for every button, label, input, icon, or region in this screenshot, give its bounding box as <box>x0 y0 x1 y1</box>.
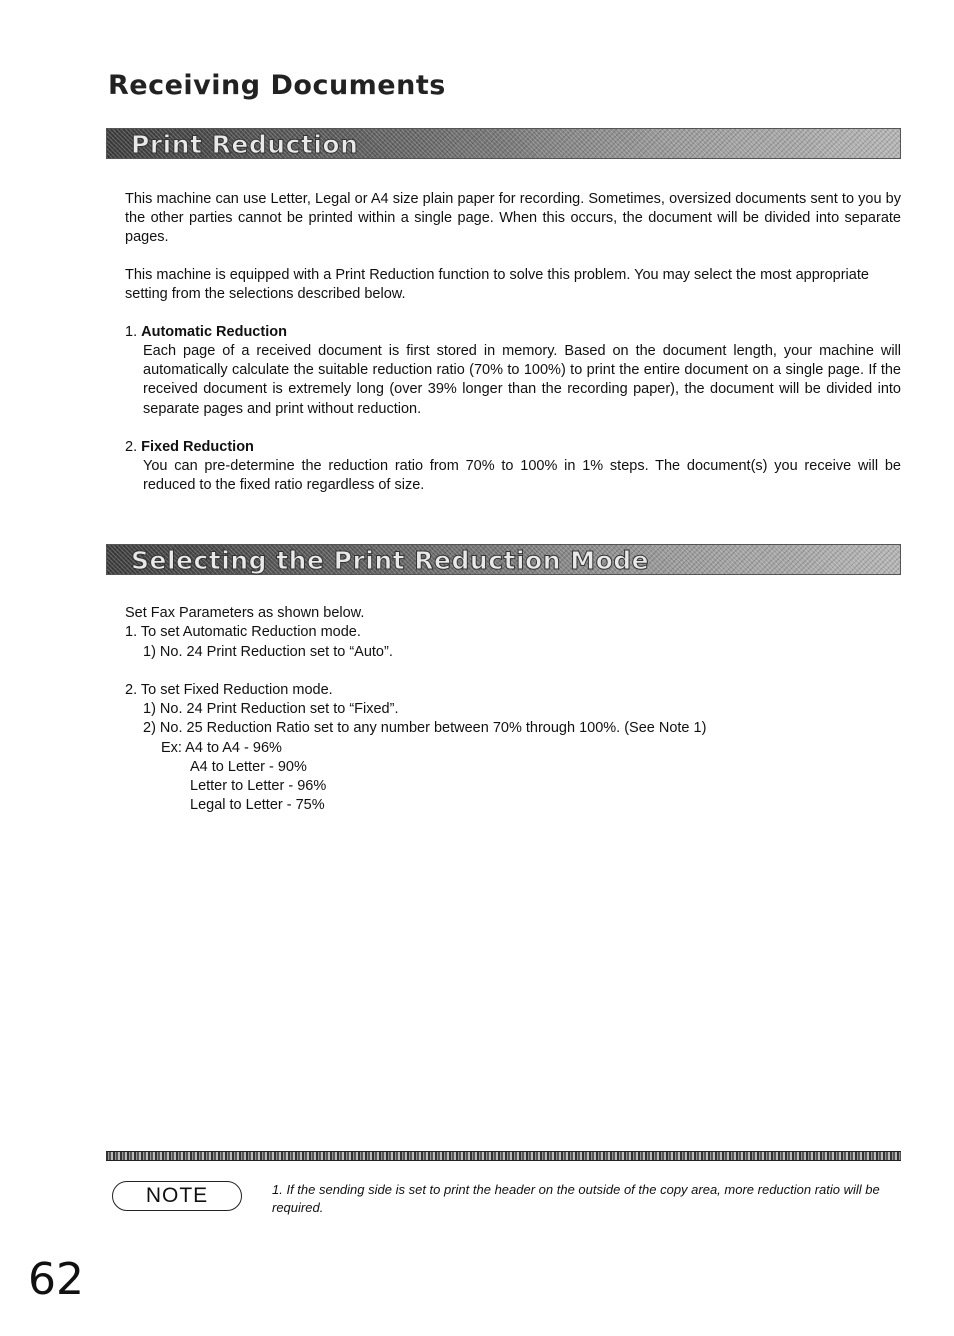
item-fixed-reduction-heading <box>125 438 254 457</box>
example-line: Legal to Letter - 75% <box>190 797 325 813</box>
note-divider <box>106 1151 901 1161</box>
example-line: Ex: A4 to A4 - 96% <box>161 740 282 756</box>
item-title: Fixed Reduction <box>141 439 254 455</box>
intro-paragraph-1: This machine can use Letter, Legal or A4 size plain paper for recording. Sometimes, oversized documents sent to you by the other parties cannot be printed within a single page. When this occurs, the document will be divided into separate pages. <box>125 191 901 246</box>
instruction-step-1: 1. To set Automatic Reduction mode. <box>125 624 361 640</box>
intro-paragraph-2: This machine is equipped with a Print Reduction function to solve this problem. You may select the most appropriate setting from the selections described below. <box>125 267 869 303</box>
item-number: 2. <box>125 439 138 455</box>
banner-title: Selecting the Print Reduction Mode <box>131 546 650 575</box>
instruction-substep: 1) No. 24 Print Reduction set to “Fixed”. <box>143 701 399 717</box>
page-heading: Receiving Documents <box>108 70 446 101</box>
selecting-mode-banner <box>106 544 901 575</box>
item-number: 1. <box>125 324 138 340</box>
item-automatic-reduction-heading <box>125 323 287 342</box>
print-reduction-banner <box>106 128 901 159</box>
example-line: A4 to Letter - 90% <box>190 759 307 775</box>
item-title: Automatic Reduction <box>141 324 287 340</box>
item-fixed-reduction-body: You can pre-determine the reduction ratio from 70% to 100% in 1% steps. The document(s) you receive will be reduced to the fixed ratio regardless of size. <box>143 458 901 494</box>
banner-title: Print Reduction <box>131 130 359 159</box>
instruction-step-2: 2. To set Fixed Reduction mode. <box>125 682 333 698</box>
note-badge: NOTE <box>112 1181 242 1211</box>
page-number: 62 <box>28 1254 84 1305</box>
item-automatic-reduction-body: Each page of a received document is first stored in memory. Based on the document length, your machine will automatically calculate the suitable reduction ratio (70% to 100%) to print the entire document on a single page. If the received document is extremely long (over 39% longer than the recording paper), the document will be divided into separate pages and print without reduction. <box>143 343 901 417</box>
instruction-substep: 2) No. 25 Reduction Ratio set to any number between 70% through 100%. (See Note 1) <box>143 720 707 736</box>
example-line: Letter to Letter - 96% <box>190 778 327 794</box>
instruction-substep: 1) No. 24 Print Reduction set to “Auto”. <box>143 644 393 660</box>
note-text: 1. If the sending side is set to print the header on the outside of the copy area, more reduction ratio will be required. <box>272 1182 880 1215</box>
instruction-intro: Set Fax Parameters as shown below. <box>125 605 365 621</box>
